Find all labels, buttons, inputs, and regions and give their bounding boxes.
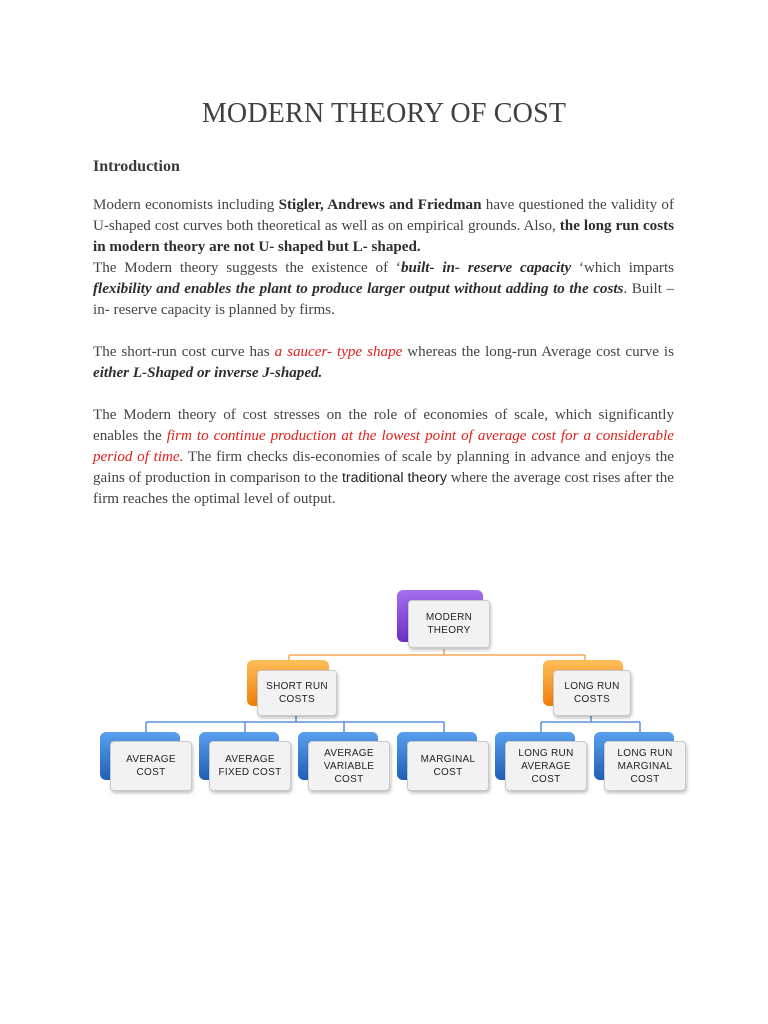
node-label: SHORT RUN COSTS [257,670,337,716]
text-run: Modern economists including [93,197,279,213]
text-run: where the average cost rises after the firm reaches the optimal level of output. [93,470,675,507]
text-run: ‘which imparts [571,260,675,276]
economists-names: Stigler, Andrews and Friedman [278,197,482,213]
flexibility-statement: flexibility and enables the plant to produce larger output without adding to the costs [93,281,624,297]
lowest-point-highlight: firm to continue production at the lowest point of average cost for a considerable period of time. [93,428,674,465]
connector-root [289,649,585,662]
l-shaped-highlight: either L-Shaped or inverse J-shaped. [93,365,323,381]
node-label: AVERAGE COST [110,741,192,791]
text-run: whereas the long-run Average cost curve is [402,344,674,360]
text-run: have questioned the validity of U-shaped cost curves both theoretical as well as on empirical grounds. Also, [93,197,674,234]
cost-hierarchy-diagram [0,560,768,820]
text-run: The Modern theory suggests the existence of ‘ [93,260,401,276]
paragraph-intro [93,195,674,321]
node-label: LONG RUN AVERAGE COST [505,741,587,791]
node-label: LONG RUN COSTS [553,670,631,716]
paragraph-economies-of-scale [93,405,674,510]
node-label: AVERAGE VARIABLE COST [308,741,390,791]
text-run: The Modern theory of cost stresses on the role of economies of scale, which significantly enables the [93,407,674,444]
page-title: MODERN THEORY OF COST [201,98,567,129]
text-run: . Built –in- reserve capacity is planned by firms. [93,281,674,318]
saucer-shape-highlight: a saucer- type shape [274,344,403,360]
text-run: The short-run cost curve has [93,344,275,360]
traditional-theory-link: traditional theory [341,470,447,486]
introduction-heading: Introduction [93,158,180,175]
node-label: AVERAGE FIXED COST [209,741,291,791]
paragraph-short-run [93,342,674,384]
node-label: MARGINAL COST [407,741,489,791]
reserve-capacity-term: built- in- reserve capacity [400,260,572,276]
l-shaped-statement: the long run costs in modern theory are not U- shaped but L- shaped. [93,218,674,255]
node-label: MODERN THEORY [408,600,490,648]
text-run: The firm checks dis-economies of scale by planning in advance and enjoys the gains of production in comparison to the [93,449,674,486]
node-label: LONG RUN MARGINAL COST [604,741,686,791]
